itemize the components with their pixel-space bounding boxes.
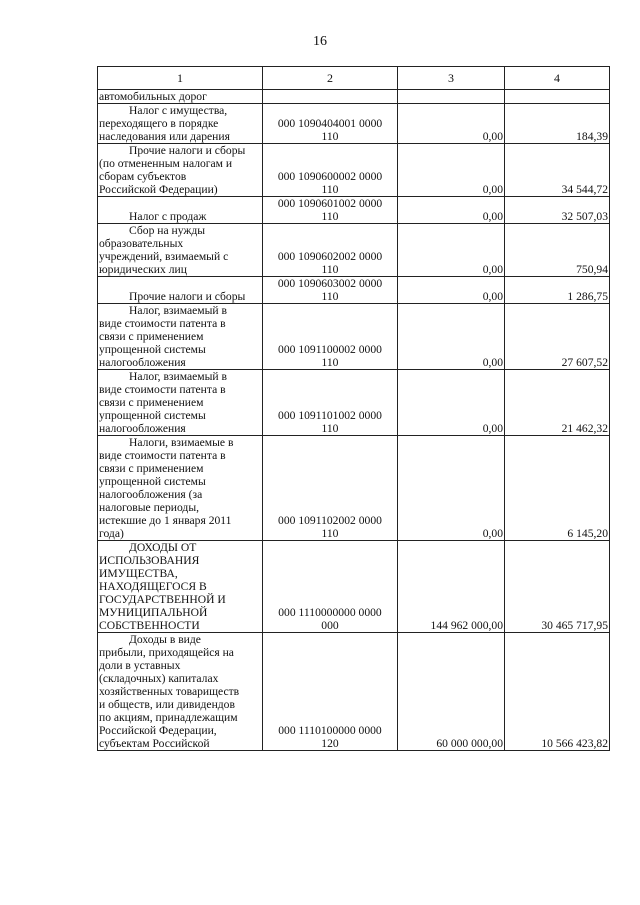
revenue-name-line: прибыли, приходящейся на (99, 646, 234, 659)
revenue-name-line: Российской Федерации, (99, 724, 217, 737)
revenue-name-cell (98, 370, 263, 436)
table-row (98, 633, 610, 751)
revenue-name-line: Налог с продаж (129, 210, 207, 223)
classification-code-line: 000 1090404001 0000 (277, 117, 383, 130)
revenue-name-line: по акциям, принадлежащим (99, 711, 238, 724)
revenue-name-line: виде стоимости патента в (99, 383, 226, 396)
planned-amount-cell: 60 000 000,00 (398, 633, 505, 751)
revenue-name-line: (по отмененным налогам и (99, 157, 233, 170)
classification-code-line: 000 1090600002 0000 (277, 170, 383, 183)
revenue-name-line: упрощенной системы (99, 475, 206, 488)
planned-amount-cell: 144 962 000,00 (398, 541, 505, 633)
classification-code-line: 110 (321, 527, 339, 540)
classification-code-line: 000 1090603002 0000 (277, 277, 383, 290)
revenue-name-cell (98, 633, 263, 751)
table-row (98, 370, 610, 436)
revenue-name-line: упрощенной системы (99, 409, 206, 422)
classification-code-line: 120 (321, 737, 339, 750)
planned-amount-cell: 0,00 (398, 277, 505, 304)
revenue-name-line: автомобильных дорог (99, 90, 207, 103)
classification-code-line: 110 (321, 263, 339, 276)
classification-code-line: 000 1091102002 0000 (278, 514, 382, 527)
executed-amount-cell (505, 90, 610, 104)
revenue-name-line: образовательных (99, 237, 184, 250)
revenue-name-line: налогообложения (99, 356, 186, 369)
revenue-name-line: учреждений, взимаемый с (99, 250, 229, 263)
classification-code-line: 110 (321, 356, 339, 369)
planned-amount-cell: 0,00 (398, 224, 505, 277)
executed-amount-cell: 184,39 (505, 104, 610, 144)
revenue-name-line: Налоги, взимаемые в (129, 436, 234, 449)
executed-amount-cell: 6 145,20 (505, 436, 610, 541)
executed-amount-cell: 32 507,03 (505, 197, 610, 224)
revenue-name-line: Налог с имущества, (129, 104, 228, 117)
revenue-name-line: СОБСТВЕННОСТИ (99, 619, 200, 632)
planned-amount-cell: 0,00 (398, 197, 505, 224)
planned-amount-cell: 0,00 (398, 144, 505, 197)
classification-code-cell (263, 304, 398, 370)
table-row (98, 224, 610, 277)
executed-amount-cell: 21 462,32 (505, 370, 610, 436)
classification-code-line: 000 1090602002 0000 (277, 250, 383, 263)
revenue-name-cell (98, 144, 263, 197)
column-header-1: 1 (98, 67, 263, 90)
revenue-name-line: связи с применением (99, 462, 204, 475)
revenue-name-line: виде стоимости патента в (99, 449, 226, 462)
classification-code-line: 000 1090601002 0000 (277, 197, 383, 210)
column-number-row (98, 67, 610, 90)
planned-amount-cell: 0,00 (398, 304, 505, 370)
table-body (98, 90, 610, 751)
revenue-name-line: переходящего в порядке (99, 117, 219, 130)
classification-code-cell (263, 633, 398, 751)
revenue-name-line: налогообложения (99, 422, 186, 435)
classification-code-line: 000 1110000000 0000 (278, 606, 382, 619)
revenue-name-line: и обществ, или дивидендов (99, 698, 235, 711)
table-row (98, 436, 610, 541)
revenue-name-line: Сбор на нужды (129, 224, 206, 237)
classification-code-line: 110 (321, 210, 339, 223)
revenue-name-cell (98, 224, 263, 277)
revenue-name-cell (98, 90, 263, 104)
revenue-name-line: упрощенной системы (99, 343, 206, 356)
revenue-name-line: Прочие налоги и сборы (129, 144, 246, 157)
executed-amount-cell: 750,94 (505, 224, 610, 277)
classification-code-line: 110 (321, 183, 339, 196)
revenue-name-line: Доходы в виде (129, 633, 201, 646)
revenue-name-line: МУНИЦИПАЛЬНОЙ (99, 606, 208, 619)
revenue-name-line: хозяйственных товариществ (99, 685, 240, 698)
revenue-name-line: связи с применением (99, 396, 204, 409)
planned-amount-cell: 0,00 (398, 370, 505, 436)
classification-code-line: 000 1091100002 0000 (278, 343, 382, 356)
classification-code-cell (263, 541, 398, 633)
revenue-table (97, 66, 610, 751)
revenue-name-line: сборам субъектов (99, 170, 187, 183)
revenue-name-cell (98, 277, 263, 304)
classification-code-line: 000 (321, 619, 339, 632)
executed-amount-cell: 10 566 423,82 (505, 633, 610, 751)
classification-code-line: 110 (321, 290, 339, 303)
revenue-name-line: доли в уставных (99, 659, 181, 672)
table-row (98, 541, 610, 633)
revenue-name-line: ДОХОДЫ ОТ (129, 541, 197, 554)
revenue-name-line: субъектам Российской (99, 737, 210, 750)
revenue-name-line: юридических лиц (99, 263, 187, 276)
revenue-name-line: ИМУЩЕСТВА, (99, 567, 178, 580)
classification-code-cell (263, 144, 398, 197)
revenue-name-line: ГОСУДАРСТВЕННОЙ И (99, 593, 226, 606)
table-row (98, 104, 610, 144)
planned-amount-cell: 0,00 (398, 436, 505, 541)
revenue-name-line: ИСПОЛЬЗОВАНИЯ (99, 554, 200, 567)
executed-amount-cell: 27 607,52 (505, 304, 610, 370)
planned-amount-cell: 0,00 (398, 104, 505, 144)
revenue-name-cell (98, 541, 263, 633)
revenue-name-line: налогообложения (за (99, 488, 203, 501)
classification-code-cell (263, 436, 398, 541)
classification-code-line: 000 1110100000 0000 (278, 724, 382, 737)
revenue-name-cell (98, 304, 263, 370)
column-header-4: 4 (505, 67, 610, 90)
executed-amount-cell: 30 465 717,95 (505, 541, 610, 633)
column-header-3: 3 (398, 67, 505, 90)
classification-code-line: 110 (321, 422, 339, 435)
executed-amount-cell: 1 286,75 (505, 277, 610, 304)
table-row (98, 304, 610, 370)
table-row (98, 90, 610, 104)
classification-code-cell (263, 370, 398, 436)
table-row (98, 197, 610, 224)
revenue-name-line: налоговые периоды, (99, 501, 200, 514)
revenue-name-cell (98, 104, 263, 144)
classification-code-cell (263, 224, 398, 277)
page-number: 16 (313, 34, 327, 49)
revenue-name-line: истекшие до 1 января 2011 (99, 514, 232, 527)
revenue-name-line: Прочие налоги и сборы (129, 290, 246, 303)
revenue-name-line: (складочных) капиталах (99, 672, 219, 685)
revenue-name-line: Налог, взимаемый в (129, 370, 227, 383)
revenue-name-line: наследования или дарения (99, 130, 230, 143)
revenue-name-line: Налог, взимаемый в (129, 304, 227, 317)
revenue-name-line: НАХОДЯЩЕГОСЯ В (99, 580, 207, 593)
revenue-name-line: связи с применением (99, 330, 204, 343)
classification-code-cell (263, 197, 398, 224)
classification-code-line: 000 1091101002 0000 (278, 409, 382, 422)
executed-amount-cell: 34 544,72 (505, 144, 610, 197)
classification-code-cell (263, 90, 398, 104)
classification-code-cell (263, 277, 398, 304)
classification-code-line: 110 (321, 130, 339, 143)
revenue-name-line: Российской Федерации) (99, 183, 218, 196)
planned-amount-cell (398, 90, 505, 104)
revenue-name-cell (98, 436, 263, 541)
revenue-name-cell (98, 197, 263, 224)
table-row (98, 144, 610, 197)
revenue-name-line: виде стоимости патента в (99, 317, 226, 330)
table-row (98, 277, 610, 304)
classification-code-cell (263, 104, 398, 144)
revenue-name-line: года) (99, 527, 124, 540)
column-header-2: 2 (263, 67, 398, 90)
